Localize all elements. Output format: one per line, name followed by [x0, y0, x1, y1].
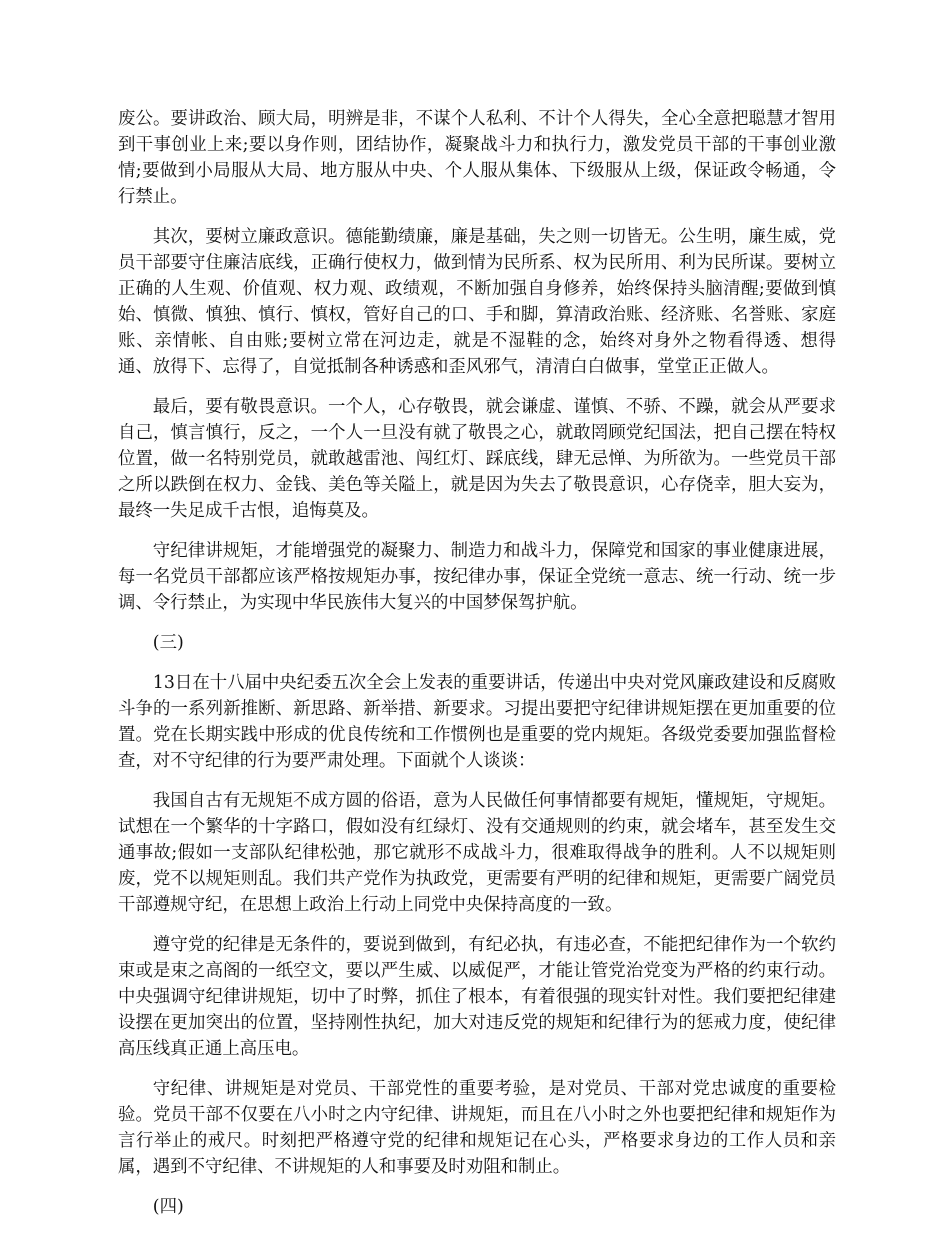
section-heading-three: (三)	[152, 633, 184, 653]
section-heading-four: (四)	[152, 1197, 184, 1217]
document-body	[118, 106, 836, 1234]
paragraph-unconditional-discipline: 遵守党的纪律是无条件的，要说到做到，有纪必执，有违必查，不能把纪律作为一个软约束或是束之高阁的一纸空文，要以严生威、以威促严，才能让管党治党变为严格的约束行动。中央强调守纪律讲规矩，切中了时弊，抓住了根本，有着很强的现实针对性。我们要把纪律建设摆在更加突出的位置，坚持刚性执纪，加大对违反党的规矩和纪律行为的惩戒力度，使纪律高压线真正通上高压电。	[118, 935, 836, 1059]
paragraph-discipline-summary: 守纪律讲规矩，才能增强党的凝聚力、制造力和战斗力，保障党和国家的事业健康进展，每一名党员干部都应该严格按规矩办事，按纪律办事，保证全党统一意志、统一行动、统一步调、令行禁止，为实现中华民族伟大复兴的中国梦保驾护航。	[118, 541, 836, 613]
paragraph-rules-proverb: 我国自古有无规矩不成方圆的俗语，意为人民做任何事情都要有规矩，懂规矩，守规矩。试想在一个繁华的十字路口，假如没有红绿灯、没有交通规则的约束，就会堵车，甚至发生交通事故;假如一支部队纪律松弛，那它就形不成战斗力，很难取得战争的胜利。人不以规矩则废，党不以规矩则乱。我们共产党作为执政党，更需要有严明的纪律和规矩，更需要广阔党员干部遵规守纪，在思想上政治上行动上同党中央保持高度的一致。	[118, 791, 836, 915]
paragraph-integrity-awareness: 其次，要树立廉政意识。德能勤绩廉，廉是基础，失之则一切皆无。公生明，廉生威，党员干部要守住廉洁底线，正确行使权力，做到情为民所系、权为民所用、利为民所谋。要树立正确的人生观、价值观、权力观、政绩观，不断加强自身修养，始终保持头脑清醒;要做到慎始、慎微、慎独、慎行、慎权，管好自己的口、手和脚，算清政治账、经济账、名誉账、家庭账、亲情帐、自由账;要树立常在河边走，就是不湿鞋的念，始终对身外之物看得透、想得通、放得下、忘得了，自觉抵制各种诱惑和歪风邪气，清清白白做事，堂堂正正做人。	[118, 227, 836, 377]
paragraph-speech-intro: 13日在十八届中央纪委五次全会上发表的重要讲话，传递出中央对党风廉政建设和反腐败斗争的一系列新推断、新思路、新举措、新要求。习提出要把守纪律讲规矩摆在更加重要的位置。党在长期实践中形成的优良传统和工作惯例也是重要的党内规矩。各级党委要加强监督检查，对不守纪律的行为要严肃处理。下面就个人谈谈：	[118, 673, 836, 771]
paragraph-reverence-awareness: 最后，要有敬畏意识。一个人，心存敬畏，就会谦虚、谨慎、不骄、不躁，就会从严要求自己，慎言慎行，反之，一个人一旦没有就了敬畏之心，就敢罔顾党纪国法，把自己摆在特权位置，做一名特别党员，就敢越雷池、闯红灯、踩底线，肆无忌惮、为所欲为。一些党员干部之所以跌倒在权力、金钱、美色等关隘上，就是因为失去了敬畏意识，心存侥幸，胆大妄为，最终一失足成千古恨，追悔莫及。	[118, 397, 836, 521]
paragraph-continuation: 废公。要讲政治、顾大局，明辨是非，不谋个人私利、不计个人得失，全心全意把聪慧才智用到干事创业上来;要以身作则，团结协作，凝聚战斗力和执行力，激发党员干部的干事创业激情;要做到小局服从大局、地方服从中央、个人服从集体、下级服从上级，保证政令畅通，令行禁止。	[118, 109, 836, 207]
paragraph-party-test: 守纪律、讲规矩是对党员、干部党性的重要考验，是对党员、干部对党忠诚度的重要检验。党员干部不仅要在八小时之内守纪律、讲规矩，而且在八小时之外也要把纪律和规矩作为言行举止的戒尺。时刻把严格遵守党的纪律和规矩记在心头，严格要求身边的工作人员和亲属，遇到不守纪律、不讲规矩的人和事要及时劝阻和制止。	[118, 1079, 836, 1177]
